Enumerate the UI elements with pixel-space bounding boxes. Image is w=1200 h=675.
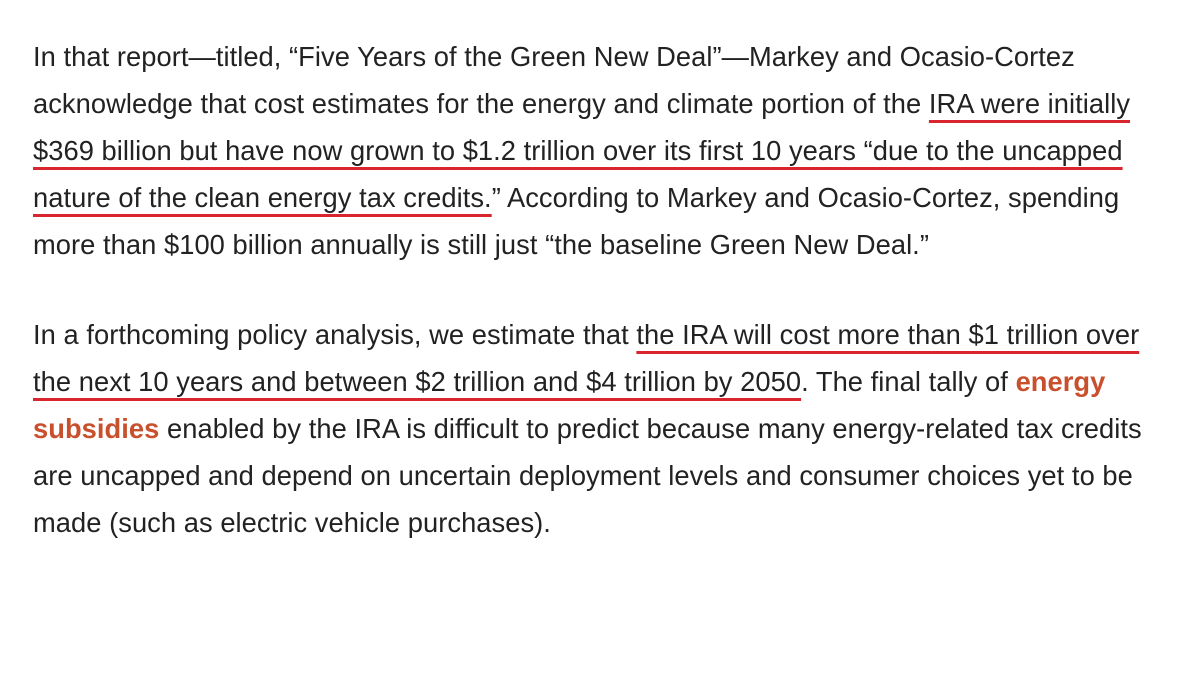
paragraph-green-new-deal-report <box>33 33 1183 268</box>
paragraph-text: ” According to Markey and Ocasio-Cortez, spending more than $100 billion annually is still just “the baseline Green New Deal.” <box>33 182 1120 260</box>
energy-subsidies-link[interactable]: energy subsidies <box>33 366 1106 444</box>
article-body <box>33 33 1183 546</box>
highlighted-estimate-ira-cost: the IRA will cost more than $1 trillion over the next 10 years and between $2 trillion and $4 trillion by 2050 <box>33 319 1140 397</box>
highlighted-quote-ira-cost: IRA were initially $369 billion but have now grown to $1.2 trillion over its first 10 years “due to the uncapped nature of the clean energy tax credits. <box>33 88 1131 213</box>
paragraph-text: In that report—titled, “Five Years of the Green New Deal”—Markey and Ocasio-Cortez acknowledge that cost estimates for the energy and climate portion of the <box>33 41 1075 119</box>
paragraph-text: In a forthcoming policy analysis, we estimate that <box>33 319 637 350</box>
paragraph-policy-analysis <box>33 311 1183 546</box>
paragraph-text: . The final tally of <box>801 366 1016 397</box>
paragraph-text: enabled by the IRA is difficult to predict because many energy-related tax credits are uncapped and depend on uncertain deployment levels and consumer choices yet to be made (such as electric vehicle purchases). <box>33 413 1142 538</box>
